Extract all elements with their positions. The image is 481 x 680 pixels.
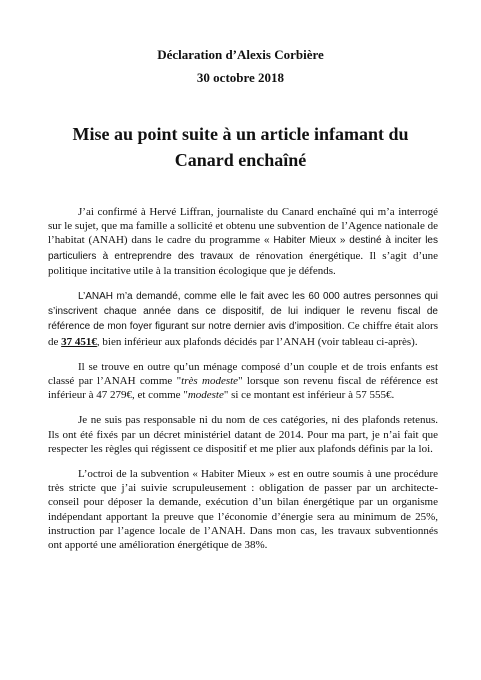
paragraph-2-part-b: Ce chiffre était alors de xyxy=(48,320,438,348)
category-modest: modeste xyxy=(187,389,224,402)
paragraph-3 xyxy=(48,360,438,403)
title-line-1: Mise au point suite à un article infamant du xyxy=(72,124,409,144)
paragraph-3-part-c: " si ce montant est inférieur à 57 555€. xyxy=(223,389,395,402)
paragraph-2-part-a: L’ANAH m’a demandé, comme elle le fait avec les 60 000 autres personnes qui s’inscrivent chaque année dans ce dispositif, de lui indiquer le revenu fiscal de référence de mon foyer figurant sur notre dernier avis d’imposition. xyxy=(48,291,438,333)
title-line-2: Canard enchaîné xyxy=(174,150,307,170)
income-amount: 37 451€ xyxy=(61,335,97,348)
category-very-modest: très modeste xyxy=(181,375,239,388)
paragraph-1 xyxy=(48,205,438,278)
declaration-date: 30 octobre 2018 xyxy=(196,70,285,85)
article-title xyxy=(40,121,441,173)
paragraph-4: Je ne suis pas responsable ni du nom de ces catégories, ni des plafonds retenus. Ils ont été fixés par un décret ministériel datant de 2014. Pour ma part, je n’ai fait que respecter les règles qui régissent ce dispositif et me plier aux plafonds définis par la loi. xyxy=(48,414,438,455)
declaration-heading: Déclaration d’Alexis Corbière xyxy=(157,47,324,62)
paragraph-5: L’octroi de la subvention « Habiter Mieux » est en outre soumis à une procédure très stricte que j’ai suivie scrupuleusement : obligation de passer par un architecte-conseil pour déposer la demande, exécution d’un bilan énergétique par un organisme indépendant apportant la preuve que l’économie d’énergie sera au minimum de 25%, instruction par l’agence locale de l’ANAH. Dans mon cas, les travaux subventionnés ont apporté une amélioration énergétique de 38%. xyxy=(48,468,438,552)
paragraph-1-part-a: J’ai confirmé à Hervé Liffran, journaliste du Canard enchaîné qui m’a interrogé sur le sujet, que ma famille a sollicité et obtenu une subvention de l’Agence nationale de l’habitat (ANAH) dans le cadre du programme xyxy=(48,206,438,247)
paragraph-2-part-c: , bien inférieur aux plafonds décidés par l’ANAH (voir tableau ci-après). xyxy=(96,335,418,348)
paragraph-1-part-b: « Habiter Mieux » destiné à inciter les particuliers à entreprendre des travaux xyxy=(48,235,438,262)
paragraph-3-part-b: " lorsque son revenu fiscal de référence est inférieur à 47 279€, et comme " xyxy=(48,375,439,402)
paragraph-2 xyxy=(48,289,438,349)
statement-body xyxy=(48,205,438,552)
paragraph-3-part-a: Il se trouve en outre qu’un ménage composé d’un couple et de trois enfants est classé par l’ANAH comme " xyxy=(48,360,438,388)
paragraph-1-part-c: de rénovation énergétique. Il s’agit d’une politique incitative utile à la transition écologique que je défends. xyxy=(48,249,439,277)
